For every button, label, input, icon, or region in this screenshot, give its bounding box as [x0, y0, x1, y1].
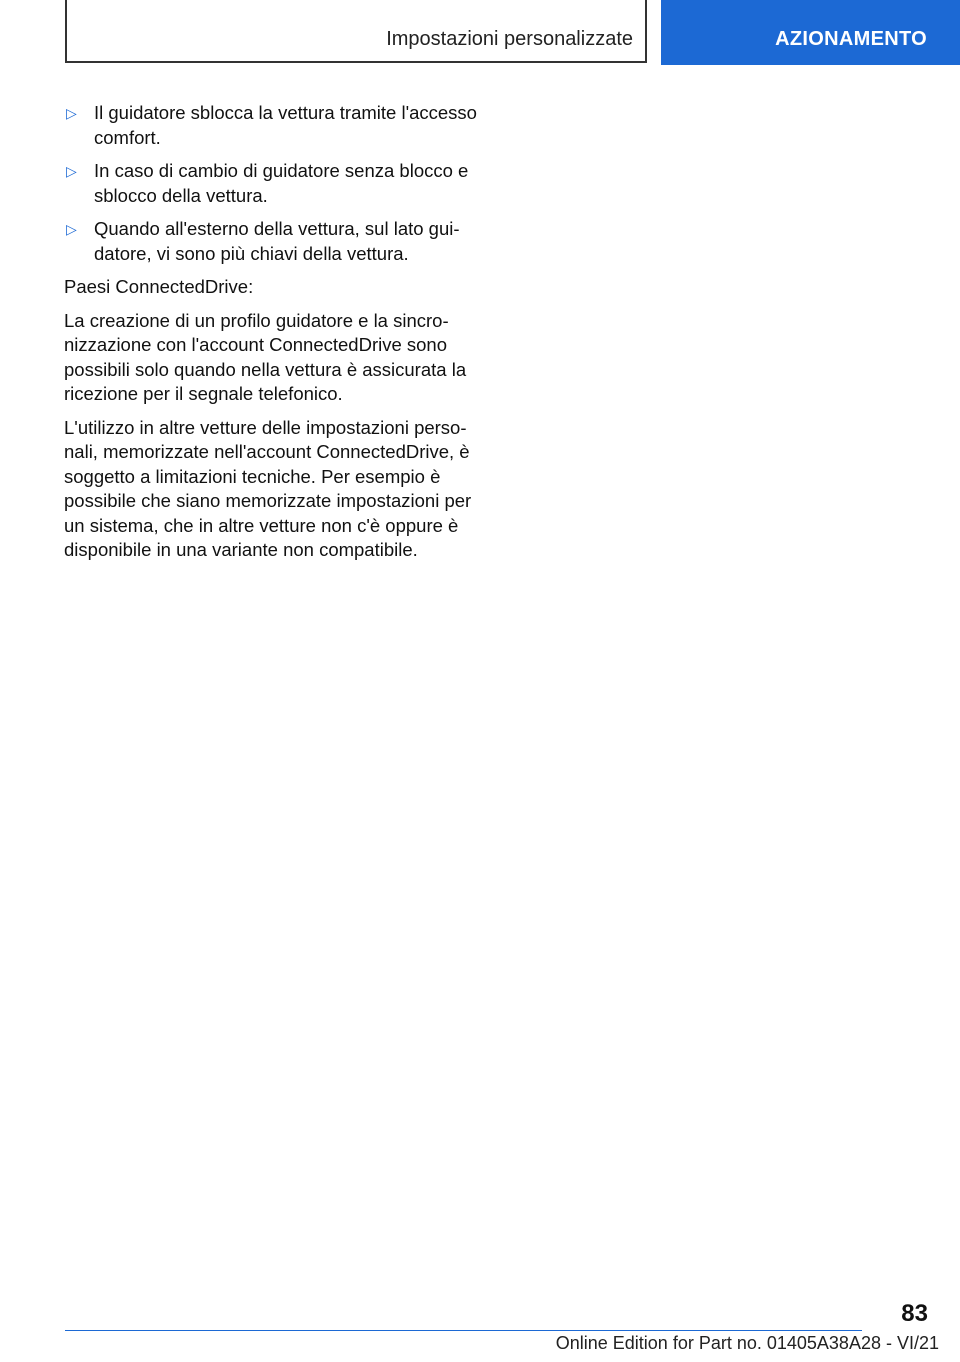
list-item — [64, 217, 482, 266]
paragraph: La creazione di un profilo guidatore e la sincronizzazione con l'account ConnectedDrive sono possibili solo quando nella vettura è assicurata la ricezione per il segnale telefonico. — [64, 309, 467, 404]
list-item — [64, 159, 482, 208]
list-item-text: Quando all'esterno della vettura, sul lato guidatore, vi sono più chiavi della vettura. — [94, 218, 460, 264]
triangle-right-icon: ▷ — [66, 163, 77, 179]
paragraph: Paesi ConnectedDrive: — [64, 276, 254, 297]
main-content — [64, 101, 482, 572]
section-label: AZIONAMENTO — [775, 28, 927, 50]
list-item-text: Il guidatore sblocca la vettura tramite l'accesso comfort. — [94, 102, 477, 148]
triangle-right-icon: ▷ — [66, 221, 77, 237]
paragraph: L'utilizzo in altre vetture delle impostazioni personali, memorizzate nell'account ConnectedDrive, è soggetto a limitazioni tecniche. Per esempio è possibile che siano memorizzate impostazioni per un sistema, che in altre vetture non c'è oppure è disponibile in una variante non compatibile. — [64, 416, 472, 560]
header-title-box — [65, 0, 647, 63]
footer-edition-text: Online Edition for Part no. 01405A38A28 - VI/21 — [555, 1333, 939, 1353]
page-header-title: Impostazioni personalizzate — [386, 28, 633, 50]
list-item-text: In caso di cambio di guidatore senza blocco e sblocco della vettura. — [94, 160, 469, 206]
footer-divider — [65, 1330, 862, 1331]
triangle-right-icon: ▷ — [66, 105, 77, 121]
page-number: 83 — [901, 1300, 928, 1327]
section-tab — [661, 0, 960, 65]
list-item — [64, 101, 482, 150]
